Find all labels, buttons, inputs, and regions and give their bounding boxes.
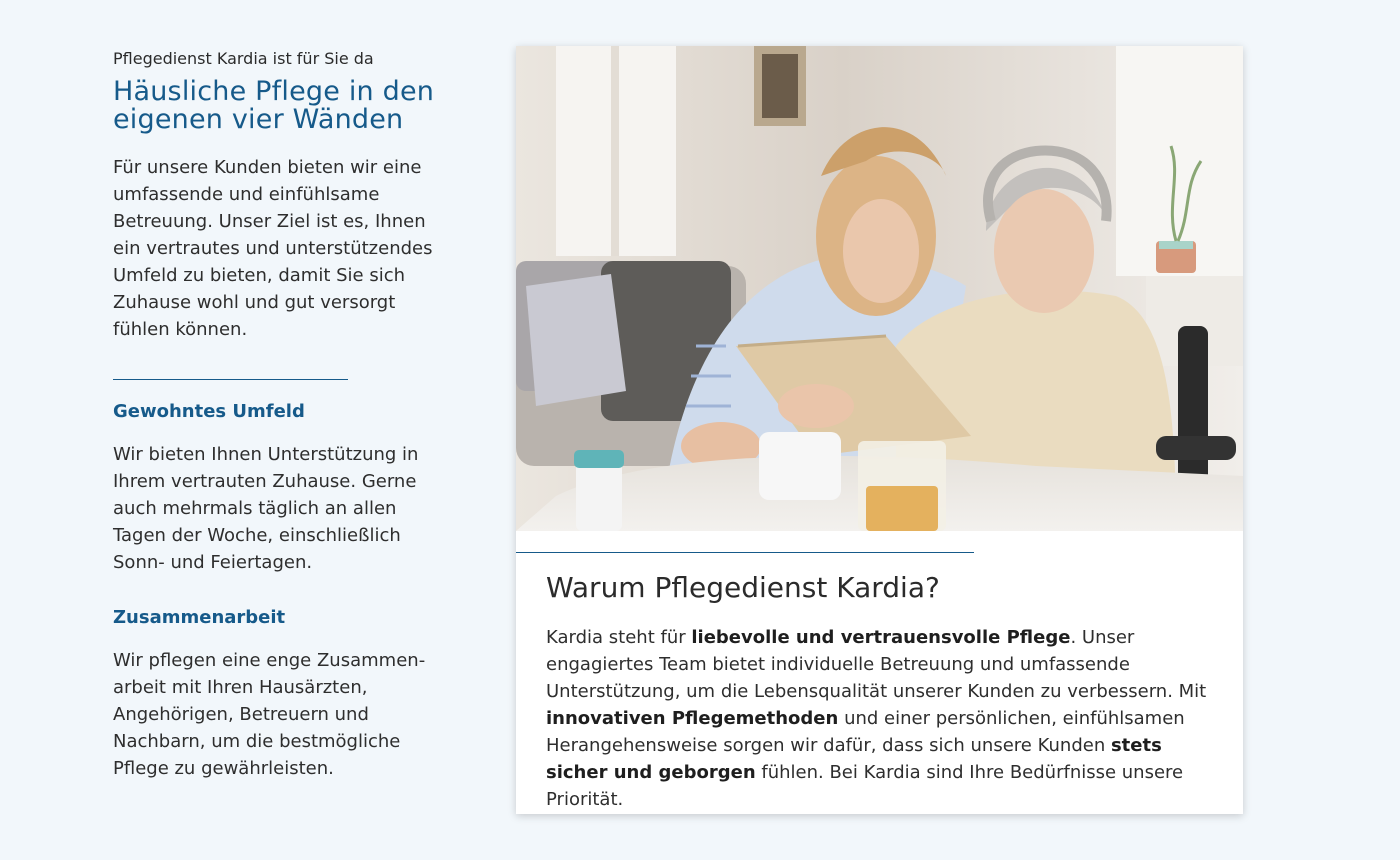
card-body-text-1: Kardia steht für: [546, 627, 692, 648]
why-kardia-card: [516, 46, 1243, 814]
section-divider: [113, 379, 348, 380]
card-body-text-4: fühlen. Bei Kardia sind Ihre Bedürfnisse unsere Priorität.: [546, 762, 1184, 810]
intro-text: Für unsere Kunden bieten wir eine umfassende und einfühlsame Betreuung. Unser Ziel ist es, Ihnen ein vertrautes und unterstützendes Umfeld zu bieten, damit Sie sich Zuhause wohl und gut versorgt fühlen können.: [113, 157, 433, 340]
card-body-bold-3: stets sicher und geborgen: [546, 735, 1162, 783]
intro-column: [113, 48, 443, 782]
card-body-text-2: . Unser engagiertes Team bietet individuelle Betreuung und umfassende Unterstützung, um die Lebensqualität unserer Kunden zu verbessern. Mit: [546, 627, 1207, 702]
feature-text-zusammenarbeit: Wir pflegen eine enge Zusammenarbeit mit Ihren Hausärzten, Angehörigen, Betreuern und Nachbarn, um die bestmögliche Pflege zu gewährleisten.: [113, 650, 426, 779]
eyebrow-text: Pflegedienst Kardia ist für Sie da: [113, 49, 374, 68]
feature-title-umfeld: Gewohntes Umfeld: [113, 401, 305, 422]
card-body-bold-1: liebevolle und vertrauensvolle Pflege: [691, 627, 1071, 648]
card-divider: [516, 552, 974, 553]
card-body-text-3: und einer persönlichen, einfühlsamen Herangehensweise sorgen wir dafür, dass sich unsere Kunden: [546, 708, 1185, 756]
card-body: [546, 624, 1216, 813]
caregiver-photo: [516, 46, 1243, 531]
card-title: Warum Pflegedienst Kardia?: [546, 571, 940, 604]
page-title: Häusliche Pflege in den eigenen vier Wänden: [113, 76, 435, 135]
card-body-bold-2: innovativen Pflegemethoden: [546, 708, 839, 729]
feature-text-umfeld: Wir bieten Ihnen Unterstützung in Ihrem vertrauten Zuhause. Gerne auch mehrmals täglich an allen Tagen der Woche, einschließlich Sonn- und Feiertagen.: [113, 444, 419, 573]
feature-title-zusammenarbeit: Zusammenarbeit: [113, 607, 286, 628]
